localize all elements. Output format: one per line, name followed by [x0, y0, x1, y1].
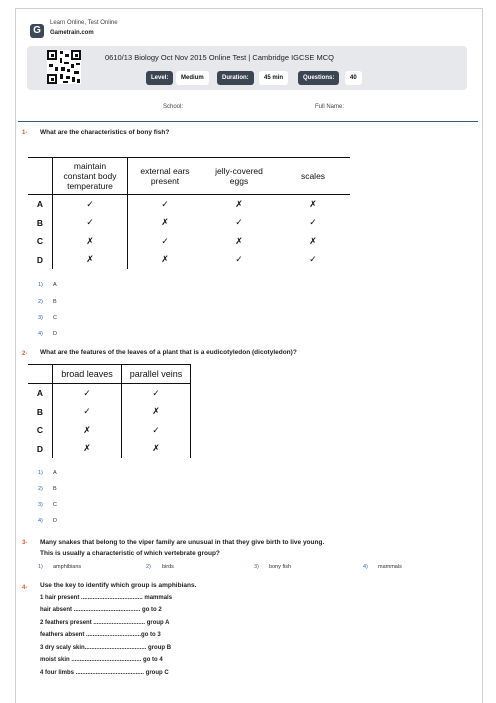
key-line: 1 hair present ..................................... mammals — [40, 595, 173, 601]
questions-label: Questions: — [298, 71, 339, 85]
table-cell: ✗ — [53, 251, 128, 270]
option-number[interactable]: 4) — [363, 564, 368, 570]
option-number[interactable]: 3) — [38, 315, 43, 321]
table-cell: ✓ — [161, 198, 169, 209]
table-cell: ✓ — [122, 384, 191, 403]
duration-value: 45 min — [259, 71, 288, 85]
option-text[interactable]: birds — [162, 564, 174, 570]
table-corner-cell — [28, 158, 53, 195]
option-text[interactable]: bony fish — [269, 564, 292, 570]
table-cell: ✗ — [122, 403, 191, 422]
table-cell: ✗ — [309, 198, 317, 209]
question-number: 1- — [22, 130, 28, 136]
questions-value: 40 — [345, 71, 362, 85]
option-text[interactable]: B — [53, 299, 57, 305]
option-text[interactable]: D — [53, 331, 57, 337]
option-number[interactable]: 4) — [38, 331, 43, 337]
option-number[interactable]: 2) — [38, 299, 43, 305]
option-text[interactable]: A — [53, 470, 57, 476]
question-number: 3- — [22, 540, 28, 546]
table-row — [28, 384, 191, 403]
table-cell: ✓ — [53, 403, 122, 422]
table-cell: ✗ — [161, 254, 169, 265]
row-label: B — [28, 403, 53, 422]
test-header — [27, 46, 467, 90]
question-text: What are the features of the leaves of a plant that is a eudicotyledon (dicotyledon)? — [40, 349, 297, 356]
level-value: Medium — [176, 71, 209, 85]
table-row — [28, 421, 191, 440]
level-label: Level: — [146, 71, 173, 85]
table-cell: ✗ — [235, 235, 243, 246]
question-number: 2- — [22, 351, 28, 357]
column-header: jelly-covered eggs — [202, 158, 276, 195]
table-cell: ✓ — [309, 217, 317, 228]
column-header: scales — [276, 158, 350, 195]
table-cell: ✗ — [53, 440, 122, 459]
table-cell: ✗ — [235, 198, 243, 209]
option-text[interactable]: C — [53, 502, 57, 508]
key-line: feathers absent .................................go to 3 — [40, 632, 161, 638]
qr-code-icon — [47, 50, 81, 84]
option-text[interactable]: amphibians — [53, 564, 82, 570]
test-title: 0610/13 Biology Oct Nov 2015 Online Test | Cambridge IGCSE MCQ — [105, 53, 335, 62]
table-row — [28, 403, 191, 422]
school-field-label[interactable]: School: — [163, 104, 184, 110]
row-label: D — [28, 251, 53, 270]
option-number[interactable]: 1) — [38, 282, 43, 288]
option-text[interactable]: D — [53, 518, 57, 524]
key-line: hair absent ........................................ go to 2 — [40, 607, 162, 613]
question-text: This is usually a characteristic of which vertebrate group? — [40, 550, 220, 557]
key-line: moist skin .......................................... go to 4 — [40, 657, 163, 663]
table-row — [28, 251, 350, 270]
option-number[interactable]: 1) — [38, 564, 43, 570]
full-name-field-label[interactable]: Full Name: — [315, 104, 345, 110]
row-label: B — [28, 214, 53, 233]
option-number[interactable]: 3) — [254, 564, 259, 570]
row-label: D — [28, 440, 53, 459]
key-line: 3 dry scaly skin..................................... group B — [40, 645, 172, 651]
duration-label: Duration: — [217, 71, 254, 85]
option-number[interactable]: 1) — [38, 470, 43, 476]
table-row — [28, 214, 350, 233]
table-cell: ✗ — [53, 421, 122, 440]
row-label: C — [28, 421, 53, 440]
q2-table — [28, 364, 191, 458]
table-row — [28, 440, 191, 459]
option-number[interactable]: 4) — [38, 518, 43, 524]
option-number[interactable]: 2) — [38, 486, 43, 492]
table-cell: ✗ — [309, 235, 317, 246]
key-line: 2 feathers present ............................... group A — [40, 620, 170, 626]
table-corner-cell — [28, 365, 53, 384]
table-cell: ✓ — [53, 384, 122, 403]
option-text[interactable]: mammals — [378, 564, 402, 570]
table-row — [28, 232, 350, 251]
question-text: What are the characteristics of bony fish? — [40, 129, 170, 136]
table-cell: ✓ — [53, 195, 128, 214]
question-number: 4- — [22, 585, 28, 591]
q1-table — [28, 157, 350, 269]
table-cell: ✓ — [309, 254, 317, 265]
row-label: C — [28, 232, 53, 251]
site-name[interactable]: Gametrain.com — [50, 30, 94, 36]
gametrain-logo-icon: G — [30, 24, 44, 38]
table-cell: ✓ — [235, 254, 243, 265]
table-cell: ✓ — [235, 217, 243, 228]
option-text[interactable]: A — [53, 282, 57, 288]
row-label: A — [28, 195, 53, 214]
table-row — [28, 195, 350, 214]
option-number[interactable]: 3) — [38, 502, 43, 508]
table-cell: ✓ — [122, 421, 191, 440]
option-number[interactable]: 2) — [146, 564, 151, 570]
tagline: Learn Online, Test Online — [50, 20, 118, 26]
table-cell: ✗ — [122, 440, 191, 459]
table-cell: ✓ — [161, 235, 169, 246]
question-text: Use the key to identify which group is amphibians. — [40, 582, 197, 589]
column-header: external ears present — [128, 158, 203, 195]
column-header: parallel veins — [122, 365, 191, 384]
column-header: broad leaves — [53, 365, 122, 384]
row-label: A — [28, 384, 53, 403]
column-header: maintain constant body temperature — [53, 158, 128, 195]
table-cell: ✗ — [161, 217, 169, 228]
key-line: 4 four limbs ......................................... group C — [40, 670, 169, 676]
option-text[interactable]: B — [53, 486, 57, 492]
question-text: Many snakes that belong to the viper family are unusual in that they give birth to live young. — [40, 539, 325, 546]
table-cell: ✓ — [53, 214, 128, 233]
option-text[interactable]: C — [53, 315, 57, 321]
divider — [18, 121, 478, 122]
table-cell: ✗ — [53, 232, 128, 251]
